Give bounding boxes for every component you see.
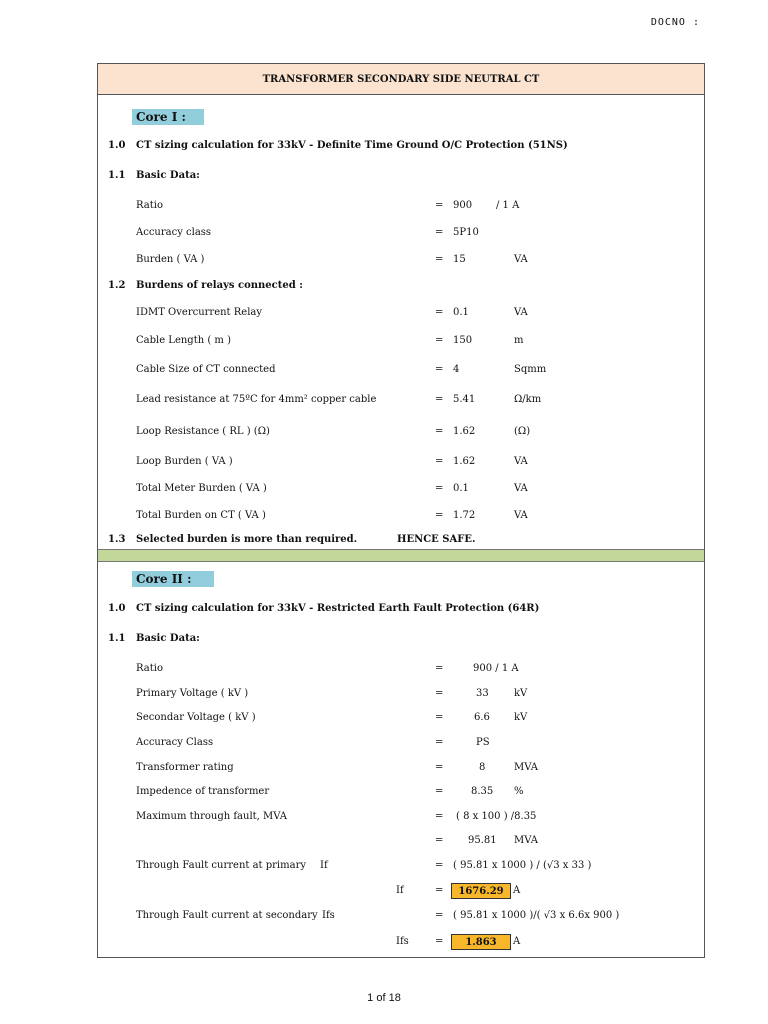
row-value: 8.35 <box>471 786 494 797</box>
row-value: 900 <box>453 200 473 211</box>
row-eq: = <box>435 688 444 699</box>
row-label: Impedence of transformer <box>136 786 270 797</box>
row-label: Total Burden on CT ( VA ) <box>136 510 266 521</box>
row-eq: = <box>435 307 444 318</box>
fault-primary-formula: ( 95.81 x 1000 ) / (√3 x 33 ) <box>453 860 592 871</box>
row-eq: = <box>435 510 444 521</box>
row-label: Burden ( VA ) <box>136 254 205 265</box>
core-2-label: Core II : <box>132 571 214 587</box>
row-unit: / 1 A <box>496 200 520 211</box>
row-value: 6.6 <box>474 712 490 723</box>
row-eq: = <box>435 786 444 797</box>
fault-secondary-result-symbol: Ifs <box>396 936 409 947</box>
row-value: 33 <box>476 688 489 699</box>
row-label: Primary Voltage ( kV ) <box>136 688 249 699</box>
doc-number: DOCNO : <box>650 17 700 28</box>
core1-result: HENCE SAFE. <box>397 534 476 545</box>
fault-secondary-formula: ( 95.81 x 1000 )/( √3 x 6.6x 900 ) <box>453 910 620 921</box>
row-eq: = <box>435 394 444 405</box>
row-unit: VA <box>514 483 528 494</box>
row-eq: = <box>435 860 444 871</box>
row-eq: = <box>435 885 444 896</box>
row-unit: VA <box>514 307 528 318</box>
row-value: 1.62 <box>453 456 476 467</box>
core1-section-1-1-num: 1.1 <box>108 170 126 181</box>
row-unit: Sqmm <box>514 364 547 375</box>
section-separator <box>98 549 704 562</box>
row-unit: % <box>514 786 524 797</box>
row-label: Transformer rating <box>136 762 234 773</box>
core2-section-1-1-num: 1.1 <box>108 633 126 644</box>
row-eq: = <box>435 227 444 238</box>
row-unit: m <box>514 335 524 346</box>
row-unit: (Ω) <box>514 426 531 437</box>
row-label: Maximum through fault, MVA <box>136 811 288 822</box>
core2-section-1-1-text: Basic Data: <box>136 633 200 644</box>
row-label: Loop Burden ( VA ) <box>136 456 233 467</box>
row-value: 1.72 <box>453 510 476 521</box>
calculation-sheet <box>97 63 705 958</box>
core1-section-1-1-text: Basic Data: <box>136 170 200 181</box>
core2-section-1-0-num: 1.0 <box>108 603 126 614</box>
core-1-label: Core I : <box>132 109 204 125</box>
fault-secondary-symbol: Ifs <box>322 910 335 921</box>
row-value: ( 8 x 100 ) /8.35 <box>456 811 537 822</box>
row-label: Lead resistance at 75ºC for 4mm² copper cable <box>136 394 377 405</box>
core1-section-1-3-text: Selected burden is more than required. <box>136 534 358 545</box>
row-eq: = <box>435 737 444 748</box>
row-label: Ratio <box>136 200 163 211</box>
row-eq: = <box>435 712 444 723</box>
row-value: 95.81 <box>468 835 497 846</box>
row-unit: VA <box>514 456 528 467</box>
fault-primary-result: 1676.29 <box>451 883 511 899</box>
fault-primary-result-symbol: If <box>396 885 404 896</box>
row-label: Secondar Voltage ( kV ) <box>136 712 256 723</box>
fault-secondary-unit: A <box>513 936 521 947</box>
row-eq: = <box>435 335 444 346</box>
row-label: Total Meter Burden ( VA ) <box>136 483 267 494</box>
row-eq: = <box>435 200 444 211</box>
row-value: 900 / 1 A <box>473 663 519 674</box>
row-label: Accuracy class <box>136 227 212 238</box>
row-eq: = <box>435 456 444 467</box>
core1-section-1-0-text: CT sizing calculation for 33kV - Definite Time Ground O/C Protection (51NS) <box>136 140 568 151</box>
row-eq: = <box>435 364 444 375</box>
row-value: 8 <box>479 762 486 773</box>
row-unit: kV <box>514 712 528 723</box>
core1-section-1-0-num: 1.0 <box>108 140 126 151</box>
row-eq: = <box>435 426 444 437</box>
fault-secondary-result: 1.863 <box>451 934 511 950</box>
row-value: 150 <box>453 335 473 346</box>
row-label: Accuracy Class <box>136 737 214 748</box>
row-label: Cable Size of CT connected <box>136 364 276 375</box>
core1-section-1-2-text: Burdens of relays connected : <box>136 280 303 291</box>
row-unit: VA <box>514 254 528 265</box>
row-unit: VA <box>514 510 528 521</box>
core2-section-1-0-text: CT sizing calculation for 33kV - Restricted Earth Fault Protection (64R) <box>136 603 540 614</box>
row-unit: MVA <box>514 762 539 773</box>
row-unit: MVA <box>514 835 539 846</box>
fault-secondary-label: Through Fault current at secondary <box>136 910 318 921</box>
row-eq: = <box>435 663 444 674</box>
fault-primary-unit: A <box>513 885 521 896</box>
sheet-title: TRANSFORMER SECONDARY SIDE NEUTRAL CT <box>98 64 704 95</box>
row-eq: = <box>435 762 444 773</box>
row-eq: = <box>435 254 444 265</box>
row-label: IDMT Overcurrent Relay <box>136 307 263 318</box>
row-value: 0.1 <box>453 307 469 318</box>
row-eq: = <box>435 483 444 494</box>
row-label: Cable Length ( m ) <box>136 335 231 346</box>
page-number: 1 of 18 <box>367 992 401 1004</box>
row-value: 0.1 <box>453 483 469 494</box>
fault-primary-label: Through Fault current at primary <box>136 860 306 871</box>
row-unit: Ω/km <box>514 394 542 405</box>
row-eq: = <box>435 910 444 921</box>
row-eq: = <box>435 835 444 846</box>
row-unit: kV <box>514 688 528 699</box>
row-value: 1.62 <box>453 426 476 437</box>
row-value: 5.41 <box>453 394 476 405</box>
row-eq: = <box>435 936 444 947</box>
row-value: 4 <box>453 364 460 375</box>
core1-section-1-2-num: 1.2 <box>108 280 126 291</box>
row-label: Loop Resistance ( RL ) (Ω) <box>136 426 270 437</box>
row-value: 5P10 <box>453 227 479 238</box>
row-label: Ratio <box>136 663 163 674</box>
row-value: 15 <box>453 254 466 265</box>
row-value: PS <box>476 737 490 748</box>
core1-section-1-3-num: 1.3 <box>108 534 126 545</box>
row-eq: = <box>435 811 444 822</box>
fault-primary-symbol: If <box>320 860 328 871</box>
